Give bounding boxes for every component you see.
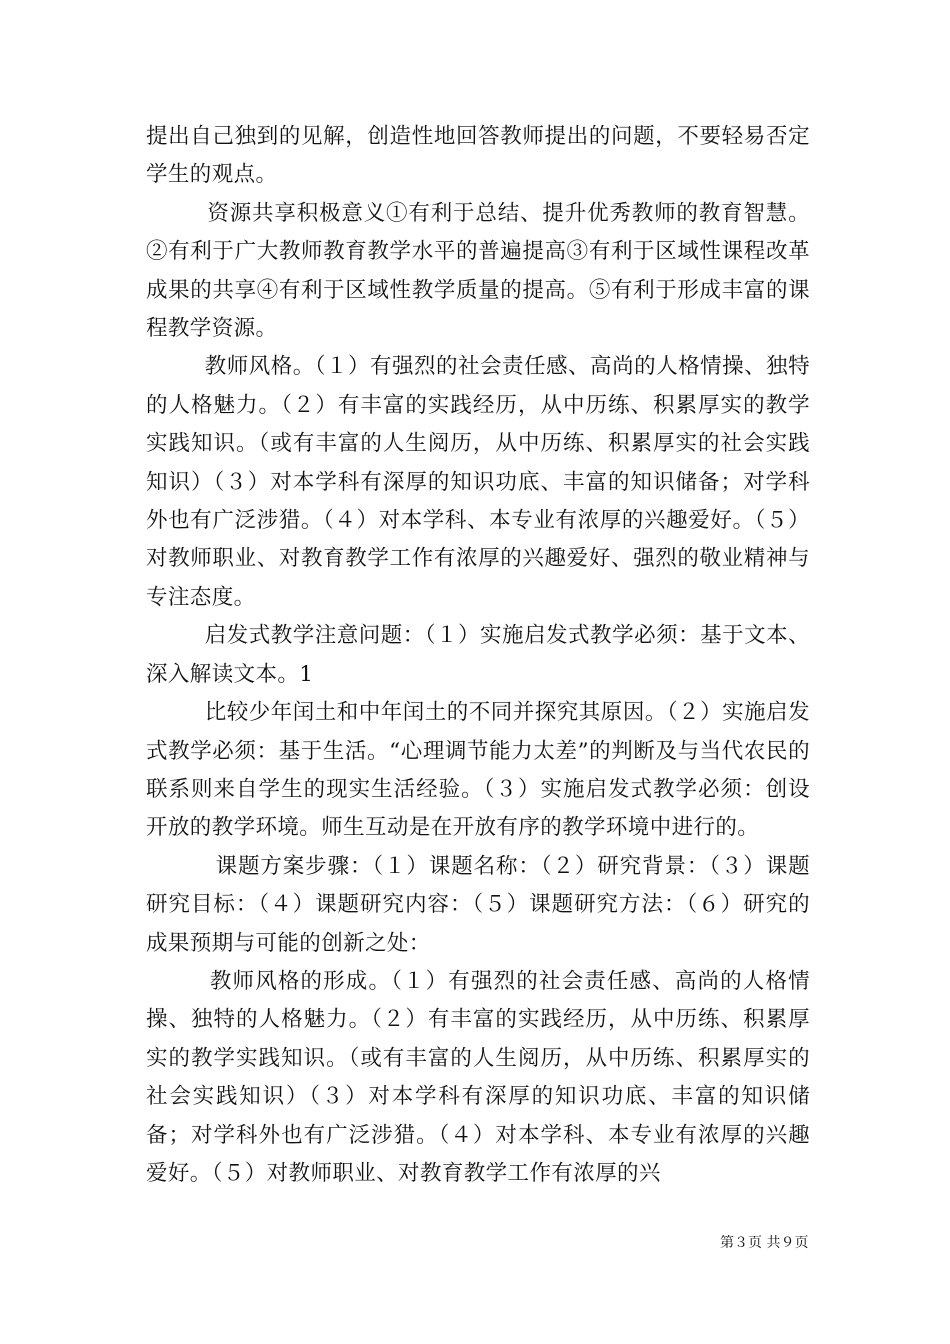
page-number-footer: 第３页 共９页: [720, 1235, 809, 1251]
paragraph-teacher-style: 教师风格。（１）有强烈的社会责任感、高尚的人格情操、独特的人格魅力。（２）有丰富的实践经历，从中历练、积累厚实的教学实践知识。（或有丰富的人生阅历，从中历练、积累厚实的社会实践知识）（３）对本学科有深厚的知识功底、丰富的知识储备；对学科外也有广泛涉猎。（４）对本学科、本专业有浓厚的兴趣爱好。（５）对教师职业、对教育教学工作有浓厚的兴趣爱好、强烈的敬业精神与专注态度。: [146, 354, 811, 610]
paragraph-heuristic-teaching-issues: 启发式教学注意问题：（１）实施启发式教学必须：基于文本、深入解读文本。1: [146, 623, 811, 687]
document-body: [146, 118, 810, 1193]
paragraph-teacher-style-formation: 教师风格的形成。（１）有强烈的社会责任感、高尚的人格情操、独特的人格魅力。（２）有丰富的实践经历，从中历练、积累厚实的教学实践知识。（或有丰富的人生阅历，从中历练、积累厚实的社会实践知识）（３）对本学科有深厚的知识功底、丰富的知识储备；对学科外也有广泛涉猎。（４）对本学科、本专业有浓厚的兴趣爱好。（５）对教师职业、对教育教学工作有浓厚的兴: [146, 968, 810, 1186]
paragraph-runtu-comparison: 比较少年闰土和中年闰土的不同并探究其原因。（２）实施启发式教学必须：基于生活。“心理调节能力太差”的判断及与当代农民的联系则来自学生的现实生活经验。（３）实施启发式教学必须：创设开放的教学环境。师生互动是在开放有序的教学环境中进行的。: [146, 700, 811, 841]
paragraph-resource-sharing: 资源共享积极意义①有利于总结、提升优秀教师的教育智慧。②有利于广大教师教育教学水平的普遍提高③有利于区域性课程改革成果的共享④有利于区域性教学质量的提高。⑤有利于形成丰富的课程教学资源。: [146, 200, 810, 342]
paragraph-project-plan-steps: 课题方案步骤：（１）课题名称：（２）研究背景：（３）课题研究目标：（４）课题研究内容：（５）课题研究方法：（６）研究的成果预期与可能的创新之处：: [146, 853, 810, 956]
paragraph-student-viewpoint: 提出自己独到的见解，创造性地回答教师提出的问题，不要轻易否定学生的观点。: [146, 124, 810, 188]
